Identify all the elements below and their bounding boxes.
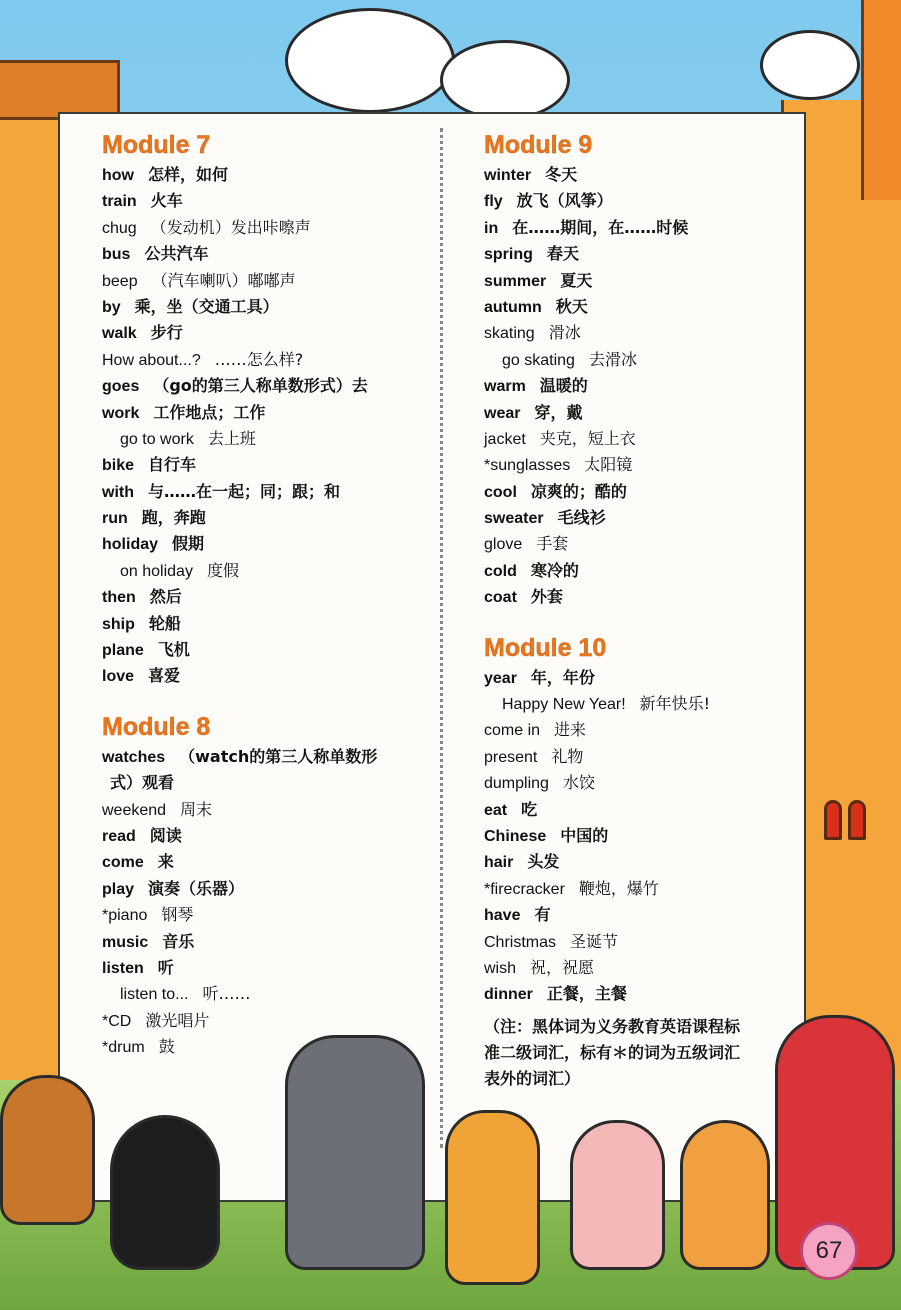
vocab-meaning: （汽车喇叭）嘟嘟声 <box>151 270 296 290</box>
vocab-meaning: 乘，坐（交通工具） <box>134 296 279 316</box>
vocab-entry <box>102 558 432 584</box>
vocab-word: dinner <box>484 986 533 1004</box>
vocab-entry <box>102 347 432 373</box>
vocab-word: ship <box>102 615 135 633</box>
vocab-entry <box>484 373 784 399</box>
vocab-word: in <box>484 219 499 237</box>
vocab-word: bike <box>102 457 135 475</box>
vocab-word: watches <box>102 748 166 766</box>
vocab-word: work <box>102 404 140 422</box>
vocab-word: glove <box>484 536 523 554</box>
page-number: 67 <box>800 1222 858 1280</box>
vocab-word: present <box>484 748 538 766</box>
vocab-meaning: 寒冷的 <box>530 560 579 580</box>
vocab-word: come <box>102 854 144 872</box>
vocab-meaning: 秋天 <box>555 296 588 316</box>
vocab-entry <box>102 744 432 770</box>
vocab-word: Chinese <box>484 827 547 845</box>
vocab-meaning: 火车 <box>150 191 183 211</box>
module-block <box>102 128 432 690</box>
vocab-entry <box>102 876 432 902</box>
vocab-meaning: 滑冰 <box>548 323 581 343</box>
column-divider <box>440 128 443 1148</box>
vocab-word: plane <box>102 642 144 660</box>
tower-illustration <box>861 0 901 200</box>
vocab-entry <box>102 823 432 849</box>
vocab-meaning: 毛线衫 <box>557 508 606 528</box>
vocab-word: listen <box>102 959 144 977</box>
vocab-meaning: 凉爽的；酷的 <box>530 481 627 501</box>
vocab-meaning: 鼓 <box>158 1037 175 1057</box>
vocab-word: *firecracker <box>484 880 565 898</box>
vocab-entry <box>102 797 432 823</box>
module-title: Module 7 <box>102 131 211 159</box>
vocab-word: cool <box>484 483 517 501</box>
vocab-meaning: 太阳镜 <box>584 455 633 475</box>
vocab-meaning: 新年快乐! <box>639 694 711 714</box>
vocab-entry <box>102 929 432 955</box>
vocab-word: *piano <box>102 907 148 925</box>
penguin-character-illustration <box>110 1115 220 1270</box>
vocab-entry <box>484 347 784 373</box>
vocab-word: go to work <box>120 430 194 448</box>
vocab-meaning: 外套 <box>530 587 563 607</box>
vocab-meaning: 夏天 <box>560 270 593 290</box>
vocab-meaning: （发动机）发出咔嚓声 <box>150 217 311 237</box>
vocab-meaning: 手套 <box>536 534 569 554</box>
vocab-meaning: 飞机 <box>157 640 190 660</box>
vocab-entry <box>484 479 784 505</box>
vocab-entry <box>484 558 784 584</box>
module-block <box>484 631 784 1008</box>
vocab-meaning: （watch的第三人称单数形 <box>179 746 378 766</box>
cloud-illustration <box>285 8 455 113</box>
vocab-meaning: 头发 <box>527 852 560 872</box>
vocab-meaning: 去上班 <box>207 428 256 448</box>
vocab-meaning: 中国的 <box>560 825 609 845</box>
vocab-word: How about...? <box>102 351 201 369</box>
cat-character-illustration <box>445 1110 540 1285</box>
vocab-word: Happy New Year! <box>502 696 626 714</box>
vocab-entry <box>102 479 432 505</box>
vocab-meaning: 跑，奔跑 <box>141 508 206 528</box>
vocab-entry <box>102 663 432 689</box>
vocab-entry <box>484 770 784 796</box>
cloud-illustration <box>440 40 570 120</box>
vocab-meaning: 假期 <box>172 534 205 554</box>
vocab-entry <box>102 849 432 875</box>
vocab-entry <box>102 426 432 452</box>
vocab-meaning: 听 <box>157 957 174 977</box>
vocab-meaning: 阅读 <box>149 825 182 845</box>
vocab-word: then <box>102 589 136 607</box>
vocab-meaning: 水饺 <box>562 773 595 793</box>
vocab-word: wear <box>484 404 521 422</box>
vocab-word: warm <box>484 378 526 396</box>
vocab-word: with <box>102 483 134 501</box>
vocab-entry <box>484 902 784 928</box>
vocab-word: winter <box>484 167 532 184</box>
module-title: Module 10 <box>484 633 607 662</box>
vocab-meaning: 有 <box>534 905 551 925</box>
vocab-meaning: 来 <box>157 852 174 872</box>
vocab-meaning: ……怎么样? <box>214 349 304 369</box>
vocab-entry <box>102 611 432 637</box>
vocab-meaning: 进来 <box>554 720 587 740</box>
vocab-word: wish <box>484 959 517 977</box>
vocab-entry <box>102 215 432 241</box>
vocab-entry <box>484 876 784 902</box>
module-title: Module 8 <box>102 712 211 741</box>
vocab-entry <box>484 452 784 478</box>
vocab-word: sweater <box>484 510 544 528</box>
vocab-entry <box>102 584 432 610</box>
vocab-meaning: 去滑冰 <box>588 349 637 369</box>
vocab-entry <box>484 294 784 320</box>
vocab-meaning: 周末 <box>180 799 213 819</box>
vocab-meaning: 音乐 <box>162 931 195 951</box>
vocab-entry <box>484 531 784 557</box>
vocab-entry <box>102 637 432 663</box>
window-illustration <box>824 800 842 840</box>
vocab-entry <box>102 1008 432 1034</box>
vocab-entry <box>484 400 784 426</box>
vocab-entry <box>102 188 432 214</box>
vocab-word: listen to... <box>120 986 189 1004</box>
vocab-entry <box>102 268 432 294</box>
vocab-meaning: （go的第三人称单数形式）去 <box>153 376 368 396</box>
vocab-meaning: 放飞（风筝） <box>516 191 613 211</box>
vocab-entry <box>102 373 432 399</box>
vocab-word: autumn <box>484 298 542 316</box>
module-block <box>484 128 784 611</box>
vocab-entry <box>102 770 432 796</box>
vocab-entry <box>484 505 784 531</box>
vocab-word: how <box>102 167 134 184</box>
vocab-meaning: 公共汽车 <box>144 244 209 264</box>
vocab-meaning: 式）观看 <box>110 773 175 793</box>
vocab-meaning: 礼物 <box>551 746 584 766</box>
vocab-word: spring <box>484 246 533 264</box>
vocab-word: beep <box>102 272 138 290</box>
vocab-entry <box>484 981 784 1007</box>
vocab-meaning: 鞭炮，爆竹 <box>578 878 659 898</box>
vocab-entry <box>484 320 784 346</box>
vocab-entry <box>484 426 784 452</box>
vocab-word: weekend <box>102 801 167 819</box>
vocab-word: eat <box>484 801 508 819</box>
vocab-word: have <box>484 907 521 925</box>
vocab-entry <box>102 452 432 478</box>
vocab-entry <box>102 400 432 426</box>
vocab-word: cold <box>484 562 517 580</box>
vocab-entry <box>484 215 784 241</box>
vocab-word: *drum <box>102 1039 145 1057</box>
vocab-entry <box>484 584 784 610</box>
vocab-meaning: 穿，戴 <box>534 402 583 422</box>
vocab-entry <box>102 955 432 981</box>
vocab-word: play <box>102 880 135 898</box>
vocab-entry <box>484 188 784 214</box>
vocab-word: holiday <box>102 536 159 554</box>
vocab-meaning: 祝，祝愿 <box>530 957 595 977</box>
vocab-word: skating <box>484 325 535 343</box>
right-column <box>484 128 784 1092</box>
vocab-word: read <box>102 827 136 845</box>
vocab-meaning: 夹克，短上衣 <box>539 428 636 448</box>
module-title: Module 9 <box>484 131 593 159</box>
vocab-entry <box>484 929 784 955</box>
vocab-word: goes <box>102 378 140 396</box>
vocab-word: chug <box>102 219 137 237</box>
vocab-entry <box>484 849 784 875</box>
vocab-entry <box>484 797 784 823</box>
vocab-meaning: 然后 <box>149 587 182 607</box>
module-block <box>102 710 432 1061</box>
vocab-meaning: 圣诞节 <box>570 931 619 951</box>
vocab-meaning: 自行车 <box>148 455 197 475</box>
vocab-meaning: 演奏（乐器） <box>148 878 245 898</box>
vocab-meaning: 喜爱 <box>148 666 181 686</box>
vocab-word: year <box>484 669 517 687</box>
vocab-entry <box>484 268 784 294</box>
vocab-word: love <box>102 668 135 686</box>
vocab-meaning: 在……期间，在……时候 <box>512 217 689 237</box>
vocab-meaning: 吃 <box>521 799 538 819</box>
vocab-entry <box>102 981 432 1007</box>
vocab-word: fly <box>484 193 503 211</box>
vocab-word: *sunglasses <box>484 457 571 475</box>
wolf-character-illustration <box>285 1035 425 1270</box>
vocab-meaning: 听…… <box>202 984 251 1004</box>
vocab-entry <box>102 320 432 346</box>
vocab-word: by <box>102 298 121 316</box>
vocab-entry <box>102 505 432 531</box>
vocab-meaning: 度假 <box>206 560 239 580</box>
vocab-word: summer <box>484 272 547 290</box>
vocab-word: come in <box>484 722 541 740</box>
vocab-entry <box>484 665 784 691</box>
cloud-illustration <box>760 30 860 100</box>
vocab-meaning: 轮船 <box>148 613 181 633</box>
vocab-word: train <box>102 193 137 211</box>
vocab-meaning: 怎样，如何 <box>148 165 229 184</box>
vocab-meaning: 正餐，主餐 <box>546 984 627 1004</box>
roof-illustration <box>0 60 120 120</box>
vocabulary-note: （注：黑体词为义务教育英语课程标准二级词汇，标有＊的词为五级词汇表外的词汇） <box>484 1016 741 1088</box>
mouse-character-illustration <box>680 1120 770 1270</box>
vocab-entry <box>102 531 432 557</box>
vocab-entry <box>102 241 432 267</box>
vocab-meaning: 工作地点；工作 <box>153 402 266 422</box>
vocab-word: bus <box>102 246 131 264</box>
vocab-entry <box>484 162 784 188</box>
vocab-word: on holiday <box>120 562 193 580</box>
vocab-entry <box>484 744 784 770</box>
pig-character-illustration <box>570 1120 665 1270</box>
vocab-entry <box>102 294 432 320</box>
vocab-entry <box>102 162 432 188</box>
vocab-meaning: 激光唱片 <box>145 1010 210 1030</box>
vocab-word: go skating <box>502 351 575 369</box>
vocab-meaning: 年，年份 <box>530 667 595 687</box>
vocab-word: run <box>102 510 128 528</box>
vocab-word: hair <box>484 854 514 872</box>
vocab-word: Christmas <box>484 933 557 951</box>
vocab-word: jacket <box>484 430 526 448</box>
vocab-meaning: 温暖的 <box>539 376 588 396</box>
vocab-word: dumpling <box>484 775 549 793</box>
vocab-entry <box>484 717 784 743</box>
vocab-entry <box>484 691 784 717</box>
vocab-meaning: 步行 <box>150 323 183 343</box>
vocab-meaning: 钢琴 <box>161 905 194 925</box>
vocab-entry <box>484 955 784 981</box>
vocab-entry <box>484 241 784 267</box>
vocab-word: coat <box>484 589 517 607</box>
bear-character-illustration <box>0 1075 95 1225</box>
vocab-word: music <box>102 933 149 951</box>
vocab-entry <box>484 823 784 849</box>
left-column <box>102 128 432 1061</box>
vocab-meaning: 春天 <box>546 244 579 264</box>
vocab-entry <box>102 902 432 928</box>
vocab-word: walk <box>102 325 137 343</box>
window-illustration <box>848 800 866 840</box>
vocab-meaning: 冬天 <box>545 165 578 184</box>
vocab-meaning: 与……在一起；同；跟；和 <box>148 481 341 501</box>
vocab-word: *CD <box>102 1012 132 1030</box>
